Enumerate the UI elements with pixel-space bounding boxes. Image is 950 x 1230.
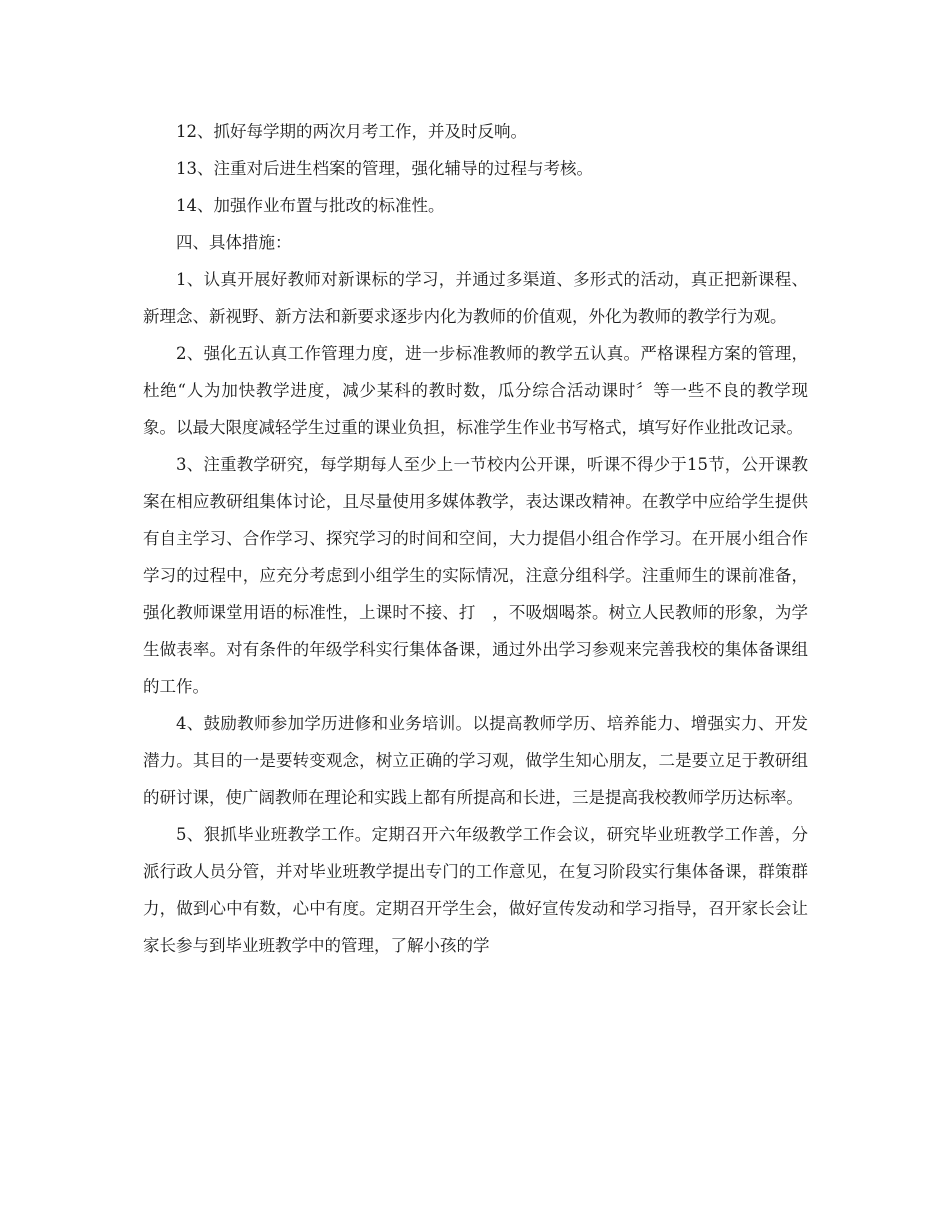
measure-paragraph-2: 2、强化五认真工作管理力度，进一步标准教师的教学五认真。严格课程方案的管理，杜绝“人为加快教学进度，减少某科的教时数，瓜分综合活动课时〞等一些不良的教学现象。以最大限度减轻学生过重的课业负担，标准学生作业书写格式，填写好作业批改记录。 [143,344,808,437]
document-body [143,113,808,964]
paragraph-item-13: 13、注重对后进生档案的管理，强化辅导的过程与考核。 [176,159,593,178]
measure-paragraph-4: 4、鼓励教师参加学历进修和业务培训。以提高教师学历、培养能力、增强实力、开发潜力。其目的一是要转变观念，树立正确的学习观，做学生知心朋友，二是要立足于教研组的研讨课，使广阔教师在理论和实践上都有所提高和长进，三是提高我校教师学历达标率。 [143,714,808,807]
paragraph-item-14: 14、加强作业布置与批改的标准性。 [176,196,445,215]
measure-paragraph-1: 1、认真开展好教师对新课标的学习，并通过多渠道、多形式的活动，真正把新课程、新理念、新视野、新方法和新要求逐步内化为教师的价值观，外化为教师的教学行为观。 [143,270,808,326]
measure-paragraph-5: 5、狠抓毕业班教学工作。定期召开六年级教学工作会议，研究毕业班教学工作善，分派行政人员分管，并对毕业班教学提出专门的工作意见，在复习阶段实行集体备课，群策群力，做到心中有数，心中有度。定期召开学生会，做好宣传发动和学习指导，召开家长会让家长参与到毕业班教学中的管理，了解小孩的学 [143,825,808,955]
measure-paragraph-3: 3、注重教学研究，每学期每人至少上一节校内公开课，听课不得少于15节，公开课教案在相应教研组集体讨论，且尽量使用多媒体教学，表达课改精神。在教学中应给学生提供有自主学习、合作学习、探究学习的时间和空间，大力提倡小组合作学习。在开展小组合作学习的过程中，应充分考虑到小组学生的实际情况，注意分组科学。注重师生的课前准备，强化教师课堂用语的标准性，上课时不接、打 ，不吸烟喝茶。树立人民教师的形象，为学生做表率。对有条件的年级学科实行集体备课，通过外出学习参观来完善我校的集体备课组的工作。 [143,455,808,696]
paragraph-item-12: 12、抓好每学期的两次月考工作，并及时反响。 [176,122,527,141]
section-heading-measures: 四、具体措施： [176,233,292,252]
